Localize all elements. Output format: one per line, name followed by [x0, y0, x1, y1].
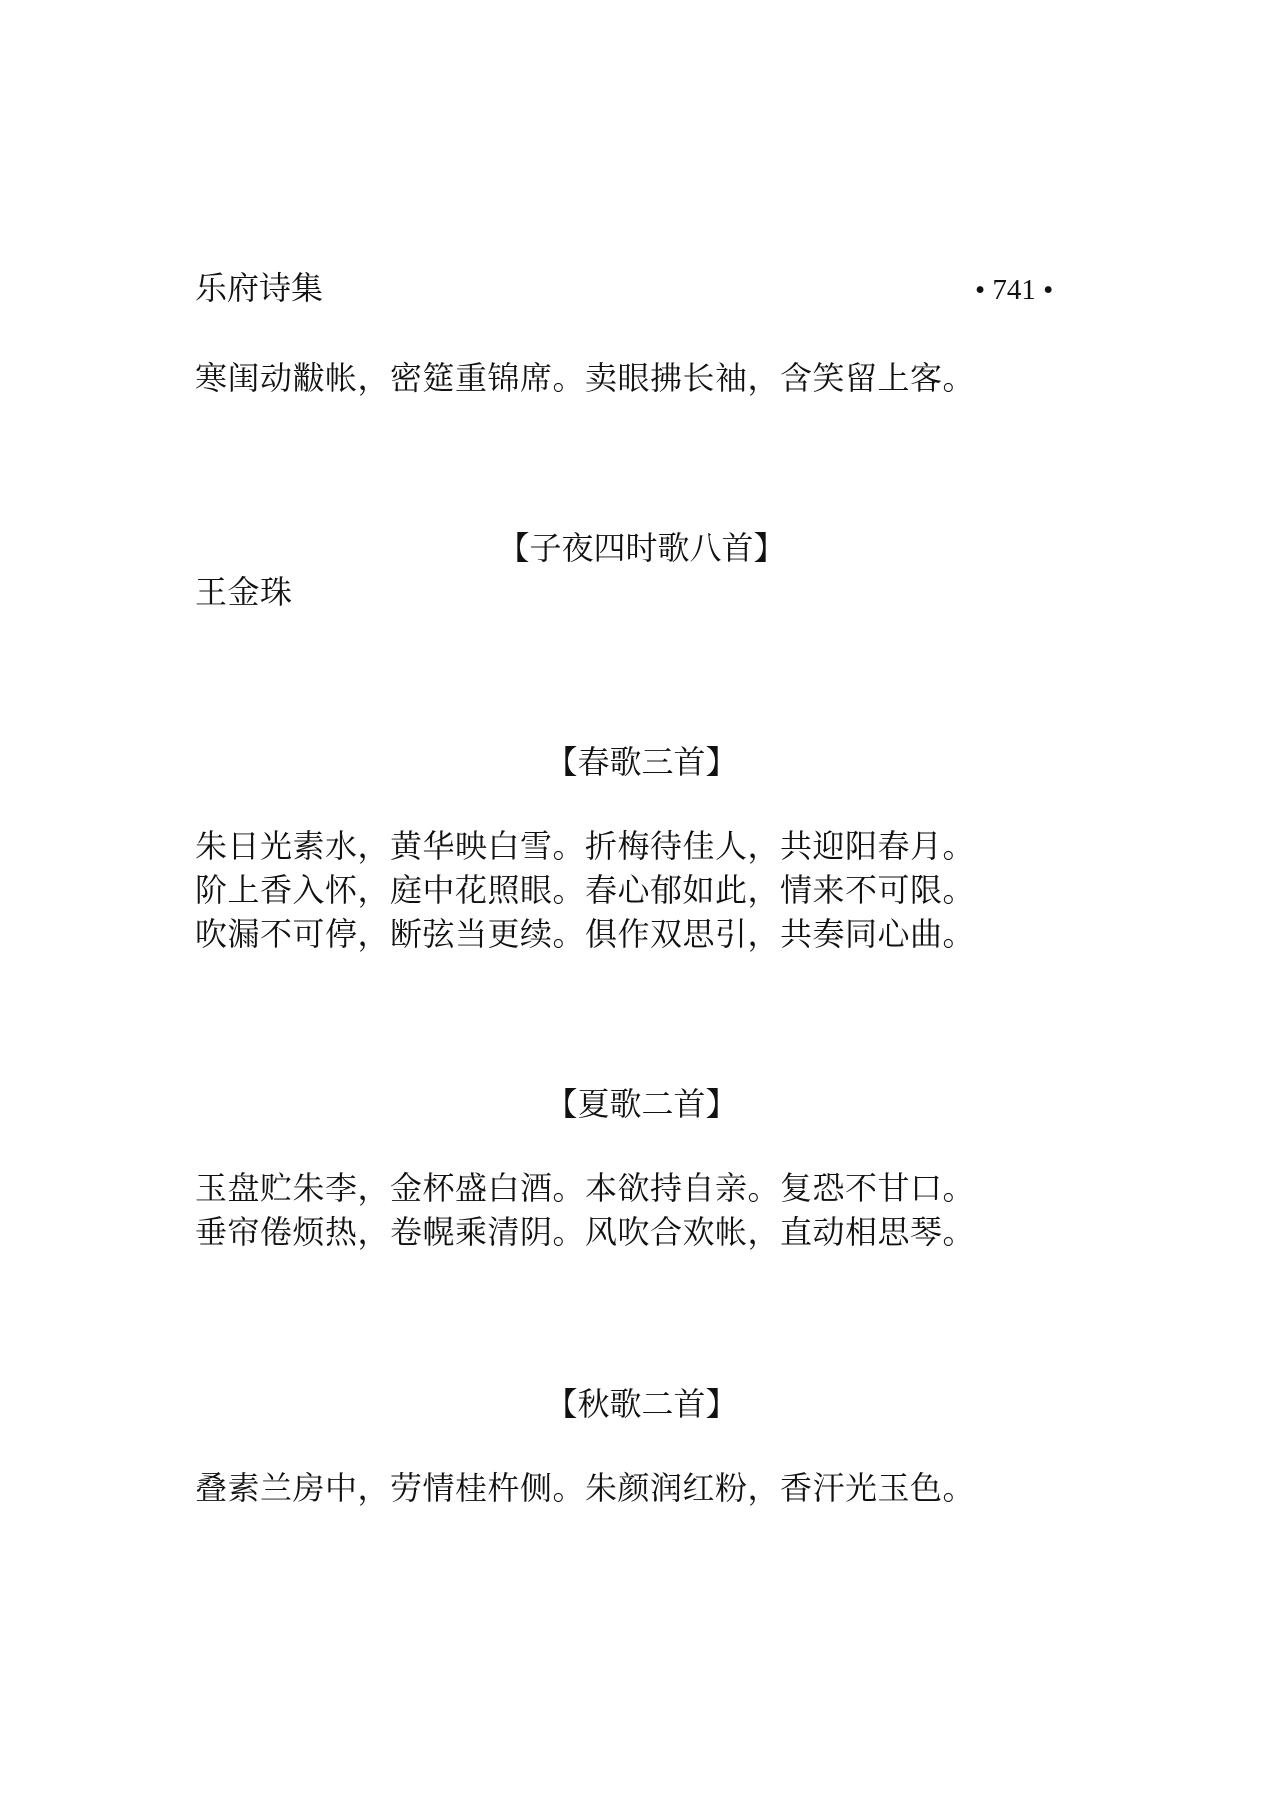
autumn-title: 【秋歌二首】: [545, 1385, 738, 1423]
autumn-line-1: 叠素兰房中，劳情桂杵侧。朱颜润红粉，香汗光玉色。: [195, 1469, 976, 1507]
summer-title: 【夏歌二首】: [545, 1085, 738, 1123]
summer-line-1: 玉盘贮朱李，金杯盛白酒。本欲持自亲。复恐不甘口。: [195, 1169, 976, 1207]
prev-poem-line: 寒闺动黻帐，密筵重锦席。卖眼拂长袖，含笑留上客。: [195, 359, 976, 397]
spring-line-3: 吹漏不可停，断弦当更续。俱作双思引，共奏同心曲。: [195, 915, 976, 953]
section-author: 王金珠: [195, 573, 293, 611]
book-title: 乐府诗集: [195, 269, 324, 307]
spring-line-1: 朱日光素水，黄华映白雪。折梅待佳人，共迎阳春月。: [195, 827, 976, 865]
page-number: • 741 •: [975, 274, 1054, 306]
summer-line-2: 垂帘倦烦热，卷幌乘清阴。风吹合欢帐，直动相思琴。: [195, 1213, 976, 1251]
section-title: 【子夜四时歌八首】: [497, 529, 786, 567]
spring-title: 【春歌三首】: [545, 743, 738, 781]
spring-line-2: 阶上香入怀，庭中花照眼。春心郁如此，情来不可限。: [195, 871, 976, 909]
